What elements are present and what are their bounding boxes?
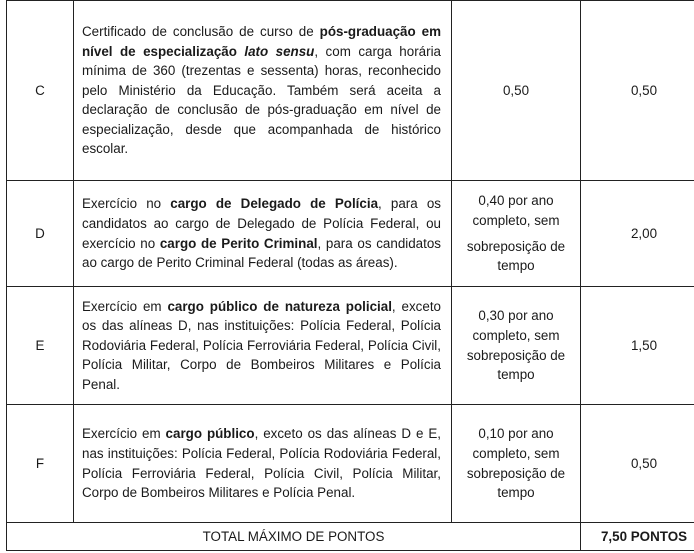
description-segment: , para os candidatos ao cargo de Perito Criminal Federal (todas as áreas). xyxy=(82,235,441,271)
description-segment: , exceto os das alíneas D, nas instituições: Polícia Federal, Polícia Rodoviária Federal, Polícia Ferroviária Federal, Polícia Civil, Polícia Militar, Corpo de Bombeiros Militares e Polícia Penal. xyxy=(82,298,441,392)
description-segment: cargo público xyxy=(165,426,255,442)
points-line: sobreposição de xyxy=(466,465,566,481)
item-max-points: 1,50 xyxy=(581,287,694,405)
description-segment: , para os candidatos ao cargo de Delegado de Polícia Federal, ou exercício no xyxy=(82,196,441,251)
description-segment: pós-graduação em nível de especialização xyxy=(82,23,441,59)
item-max-points: 0,50 xyxy=(581,1,694,181)
item-points xyxy=(452,405,581,523)
points-line: 0,50 xyxy=(502,82,530,98)
description-segment: cargo de Perito Criminal xyxy=(159,235,318,251)
description-segment: cargo de Delegado de Polícia xyxy=(170,196,379,212)
points-line: completo, sem xyxy=(472,327,560,343)
table-row xyxy=(7,181,694,287)
item-max-points: 2,00 xyxy=(581,181,694,287)
description-segment: lato sensu xyxy=(244,43,315,59)
item-description xyxy=(74,287,452,405)
table-row xyxy=(7,287,694,405)
description-segment: Exercício em xyxy=(82,426,166,442)
item-description xyxy=(74,405,452,523)
points-line: 0,30 por ano xyxy=(478,308,554,324)
points-line: completo, sem xyxy=(472,212,560,228)
points-line: completo, sem xyxy=(472,445,560,461)
item-description xyxy=(74,181,452,287)
description-segment: Exercício no xyxy=(82,196,171,212)
item-points xyxy=(452,181,581,287)
item-max-points: 0,50 xyxy=(581,405,694,523)
total-value: 7,50 PONTOS xyxy=(581,523,694,551)
points-line: sobreposição de xyxy=(466,347,566,363)
description-segment: cargo público de natureza policial xyxy=(167,298,392,314)
points-line: tempo xyxy=(497,485,535,501)
points-line: tempo xyxy=(497,258,535,274)
points-line: sobreposição de xyxy=(466,238,566,254)
description-segment: , com carga horária mínima de 360 (trezentas e sessenta) horas, reconhecido pelo Ministério da Educação. Também será aceita a declaração de conclusão de pós-graduação em nível de especialização, desde que acompanhada de histórico escolar. xyxy=(82,43,441,157)
total-row xyxy=(7,523,694,551)
item-description xyxy=(74,1,452,181)
points-line: 0,40 por ano xyxy=(478,193,554,209)
total-label: TOTAL MÁXIMO DE PONTOS xyxy=(7,523,581,551)
item-letter: D xyxy=(7,181,74,287)
item-letter: F xyxy=(7,405,74,523)
table-row xyxy=(7,1,694,181)
item-points xyxy=(452,287,581,405)
description-segment: Exercício em xyxy=(82,298,168,314)
points-line: tempo xyxy=(497,367,535,383)
item-letter: E xyxy=(7,287,74,405)
points-line: 0,10 por ano xyxy=(478,426,554,442)
item-letter: C xyxy=(7,1,74,181)
table-row xyxy=(7,405,694,523)
description-segment: Certificado de conclusão de curso de xyxy=(82,23,320,39)
points-table xyxy=(6,0,694,551)
item-points xyxy=(452,1,581,181)
description-segment: , exceto os das alíneas D e E, nas instituições: Polícia Federal, Polícia Rodoviária Federal, Polícia Ferroviária Federal, Polícia Civil, Polícia Militar, Corpo de Bombeiros Militares e Polícia Penal. xyxy=(82,426,441,501)
